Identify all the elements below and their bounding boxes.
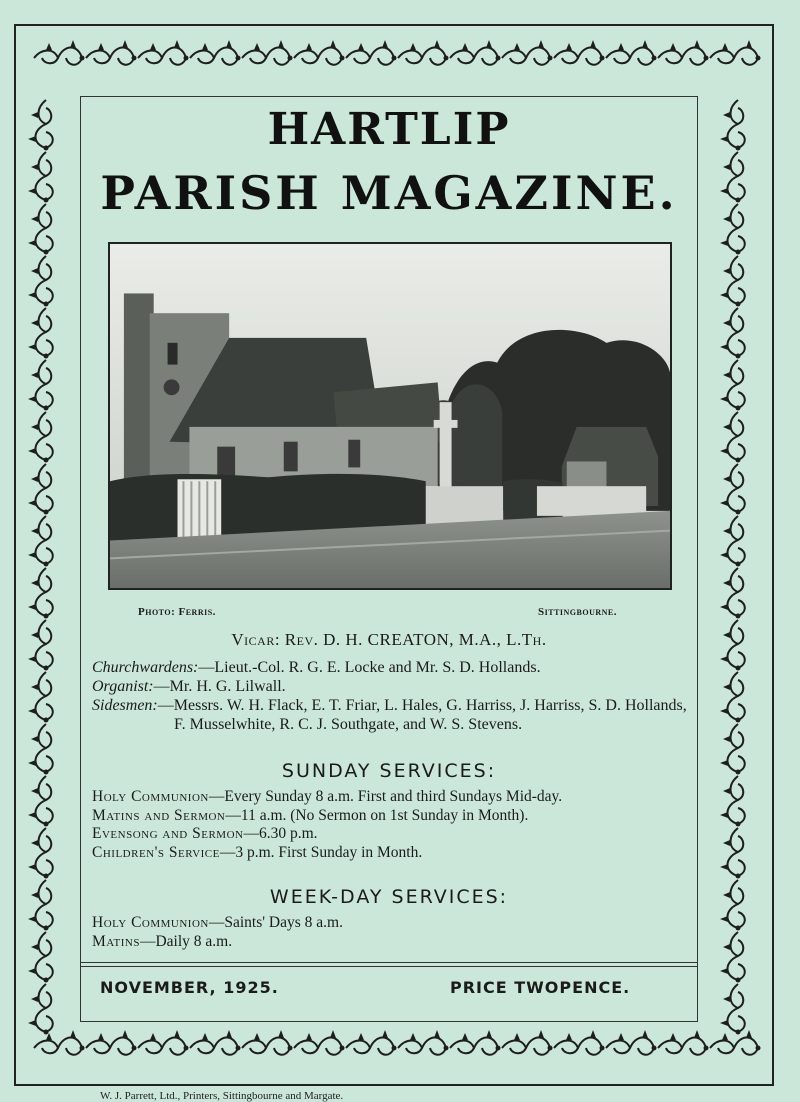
churchwardens-names: —Lieut.-Col. R. G. E. Locke and Mr. S. D. Hollands. xyxy=(198,659,541,676)
organist-line xyxy=(92,677,692,696)
sidesmen-names: —Messrs. W. H. Flack, E. T. Friar, L. Hales, G. Harriss, J. Harriss, S. D. Hollands, F. Musselwhite, R. C. J. Southgate, and W. S. Stevens. xyxy=(157,697,687,733)
service-item xyxy=(92,914,692,933)
organist-label: Organist: xyxy=(92,678,154,695)
service-name: Holy Communion xyxy=(92,914,209,931)
vicar-line: Vicar: Rev. D. H. CREATON, M.A., L.Th. xyxy=(231,630,547,649)
issue-date: NOVEMBER, 1925. xyxy=(100,978,279,997)
service-name: Children's Service xyxy=(92,843,220,861)
service-item xyxy=(92,788,692,807)
printer-imprint: W. J. Parrett, Ltd., Printers, Sittingbourne and Margate. xyxy=(100,1090,344,1102)
parish-officers xyxy=(92,658,692,734)
sidesmen-label: Sidesmen: xyxy=(92,697,158,714)
service-name: Evensong and Sermon xyxy=(92,825,244,842)
service-detail: —11 a.m. (No Sermon on 1st Sunday in Month). xyxy=(225,806,529,824)
service-detail: —Daily 8 a.m. xyxy=(139,932,233,950)
churchwardens-line xyxy=(92,658,692,677)
magazine-title-line2: PARISH MAGAZINE. xyxy=(100,166,678,220)
service-detail: —3 p.m. First Sunday in Month. xyxy=(219,843,423,861)
churchwardens-label: Churchwardens: xyxy=(92,659,199,676)
weekday-services-list xyxy=(92,914,692,951)
service-item xyxy=(92,825,692,844)
service-item xyxy=(92,933,692,952)
service-detail: —6.30 p.m. xyxy=(243,825,318,842)
organist-name: —Mr. H. G. Lilwall. xyxy=(153,678,286,695)
service-name: Matins xyxy=(92,932,140,950)
sidesmen-line xyxy=(92,696,692,734)
service-item xyxy=(92,807,692,826)
sunday-services-list xyxy=(92,788,692,862)
service-name: Holy Communion xyxy=(92,788,209,805)
divider xyxy=(80,962,698,963)
service-name: Matins and Sermon xyxy=(92,806,226,824)
photo-location: Sittingbourne. xyxy=(538,606,617,618)
church-photo xyxy=(108,242,672,590)
photo-credit: Photo: Ferris. xyxy=(138,606,216,618)
issue-price: PRICE TWOPENCE. xyxy=(450,978,631,997)
sunday-services-heading: SUNDAY SERVICES: xyxy=(281,760,497,782)
service-detail: —Every Sunday 8 a.m. First and third Sundays Mid-day. xyxy=(208,788,563,805)
divider xyxy=(80,966,698,967)
magazine-title-line1: HARTLIP xyxy=(267,104,511,155)
service-detail: —Saints' Days 8 a.m. xyxy=(208,914,343,931)
weekday-services-heading: WEEK-DAY SERVICES: xyxy=(269,886,509,908)
service-item xyxy=(92,844,692,863)
